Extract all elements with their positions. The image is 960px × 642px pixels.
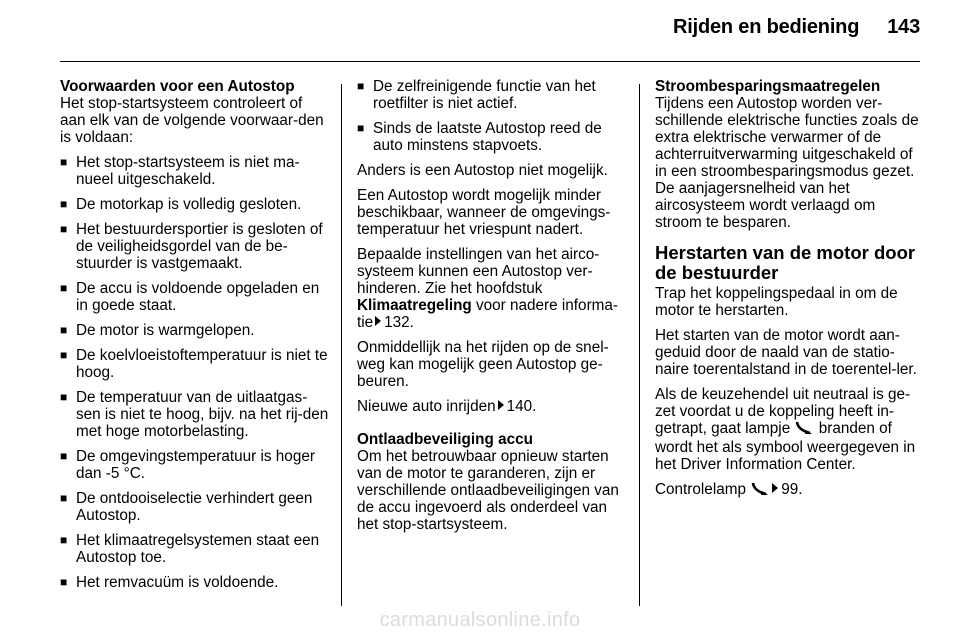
bullet-item: ■ De omgevingstemperatuur is hoger dan -5 °C. xyxy=(60,448,330,482)
bullet-item: ■ Het klimaatregelsystemen staat een Autostop toe. xyxy=(60,532,330,566)
paragraph-lamp xyxy=(655,386,923,473)
subheading-autostop-conditions: Voorwaarden voor een Autostop xyxy=(60,78,295,95)
column-2 xyxy=(357,78,627,541)
subheading-power-saving: Stroombesparingsmaatregelen xyxy=(655,78,881,95)
autostop-tachometer-icon xyxy=(751,482,769,500)
paragraph: Om het betrouwbaar opnieuw starten van de motor te garanderen, zijn er verschillende ontlaadbeveiligingen van de accu ingevoerd als onderdeel van het stop-startsysteem. xyxy=(357,448,619,533)
watermark: carmanualsonline.info xyxy=(379,609,581,631)
bullet-item: ■ Sinds de laatste Autostop reed de auto minstens stapvoets. xyxy=(357,120,627,154)
cross-reference-triangle-icon xyxy=(498,400,504,410)
paragraph-text: Controlelamp xyxy=(655,481,746,498)
column-1 xyxy=(60,78,330,599)
paragraph: Het starten van de motor wordt aan-geduid door de naald van de statio-naire toerentalstand in de toerentel-ler. xyxy=(655,327,917,378)
paragraph-text: voor nadere informa-tie xyxy=(357,297,619,331)
column-divider-2 xyxy=(639,84,640,606)
paragraph-warning-lamp-reference xyxy=(655,481,923,500)
page-title: Rijden en bediening xyxy=(673,16,860,38)
column-divider-1 xyxy=(341,84,342,606)
section-title-restart: Herstarten van de motor door de bestuurder xyxy=(655,242,916,283)
bullet-item: ■ Het bestuurdersportier is gesloten of de veiligheidsgordel van de be-stuurder is vastgemaakt. xyxy=(60,221,330,272)
page-reference[interactable]: 99. xyxy=(781,481,803,498)
bullet-item: ■ De motorkap is volledig gesloten. xyxy=(60,196,330,213)
bullet-item: ■ De koelvloeistoftemperatuur is niet te hoog. xyxy=(60,347,330,381)
page-reference[interactable]: 132. xyxy=(384,314,414,331)
paragraph: Het stop-startsysteem controleert of aan elk van de volgende voorwaar-den is voldaan: xyxy=(60,95,324,146)
autostop-tachometer-icon xyxy=(795,421,813,439)
cross-reference-triangle-icon xyxy=(772,483,778,493)
column-3 xyxy=(655,78,923,508)
paragraph: Trap het koppelingspedaal in om de motor te herstarten. xyxy=(655,285,898,319)
bullet-item: ■ De ontdooiselectie verhindert geen Autostop. xyxy=(60,490,330,524)
link-klimaatregeling[interactable]: Klimaatregeling xyxy=(357,297,472,314)
bullet-item: ■ De temperatuur van de uitlaatgas-sen is niet te hoog, bijv. na het rij-den met hoge motorbelasting. xyxy=(60,389,330,440)
paragraph: Tijdens een Autostop worden ver-schillende elektrische functies zoals de extra elektrische verwarmer of de achterruitverwarming uitgeschakeld of in een stroombesparingsmodus gezet. De aanjagersnelheid van het aircosysteem wordt verlaagd om stroom te besparen. xyxy=(655,95,919,231)
paragraph-text: Nieuwe auto inrijden xyxy=(357,398,496,415)
paragraph-text: branden of wordt het als symbool weergegeven in het Driver Information Center. xyxy=(655,420,916,473)
bullet-item: ■ Het stop-startsysteem is niet ma-nueel uitgeschakeld. xyxy=(60,154,330,188)
paragraph-climate-reference xyxy=(357,246,627,331)
paragraph-new-car-reference xyxy=(357,398,627,415)
bullet-item: ■ De zelfreinigende functie van het roetfilter is niet actief. xyxy=(357,78,627,112)
bullet-item: ■ Het remvacuüm is voldoende. xyxy=(60,574,330,591)
page-number: 143 xyxy=(887,16,920,38)
bullet-item: ■ De motor is warmgelopen. xyxy=(60,322,330,339)
header-rule xyxy=(60,61,920,62)
paragraph: Onmiddellijk na het rijden op de snel-weg kan mogelijk geen Autostop ge-beuren. xyxy=(357,339,609,390)
page-header xyxy=(673,16,920,38)
bullet-item: ■ De accu is voldoende opgeladen en in goede staat. xyxy=(60,280,330,314)
page-reference[interactable]: 140. xyxy=(506,398,537,415)
subheading-battery-protection: Ontlaadbeveiliging accu xyxy=(357,431,533,448)
paragraph-text: Bepaalde instellingen van het airco-systeem kunnen een Autostop ver-hinderen. Zie het hoofdstuk xyxy=(357,246,600,297)
paragraph: Anders is een Autostop niet mogelijk. xyxy=(357,162,608,179)
paragraph-text: Als de keuzehendel uit neutraal is ge-zet voordat u de koppeling heeft in-getrapt, gaat lampje xyxy=(655,386,911,437)
cross-reference-triangle-icon xyxy=(375,316,381,326)
paragraph: Een Autostop wordt mogelijk minder beschikbaar, wanneer de omgevings-temperatuur het vriespunt nadert. xyxy=(357,187,611,238)
